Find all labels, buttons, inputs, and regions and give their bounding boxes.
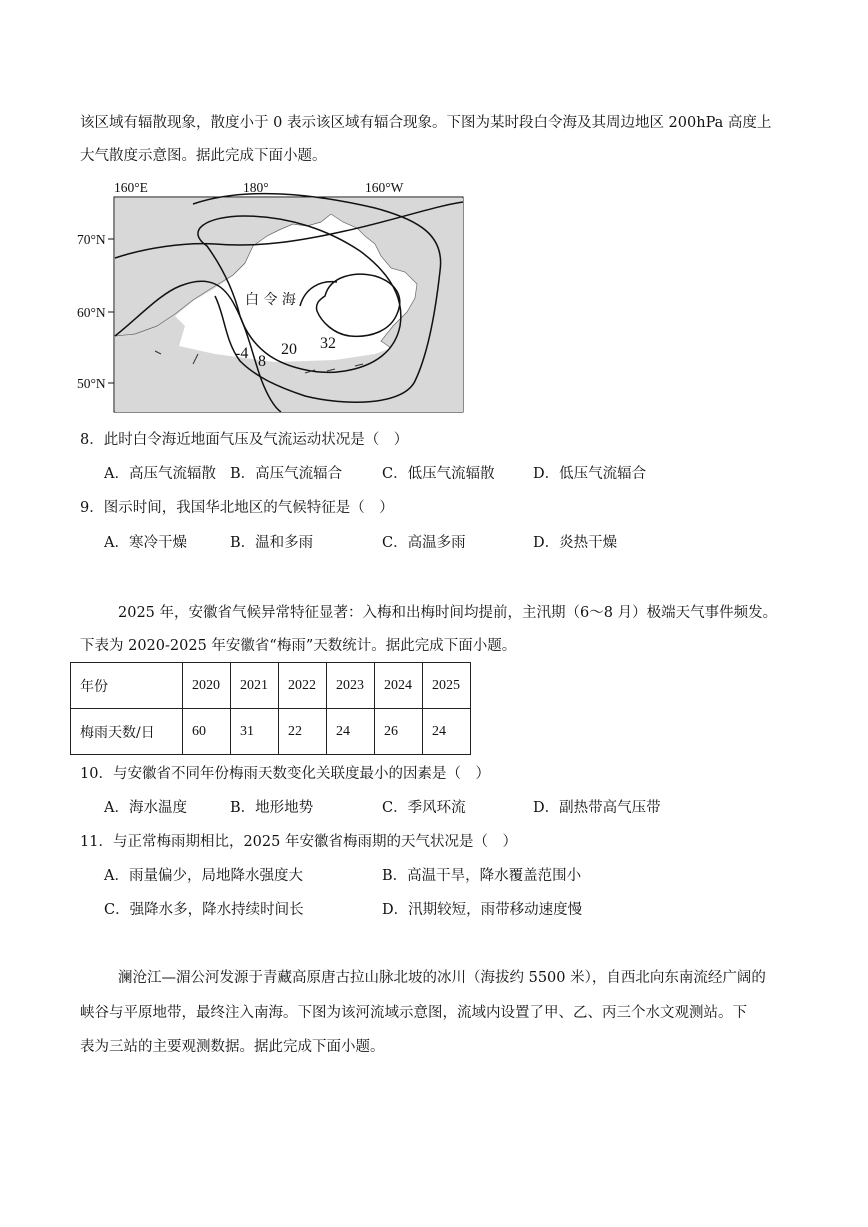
isoline-label-8: 8 — [258, 353, 266, 370]
intro1-line2: 大气散度示意图。据此完成下面小题。 — [80, 148, 327, 164]
q8-option-b[interactable]: B．高压气流辐合 — [230, 466, 343, 482]
table-cell-year: 2020 — [183, 663, 231, 709]
label-60n: 60°N — [77, 305, 106, 320]
intro3-line3: 表为三站的主要观测数据。据此完成下面小题。 — [80, 1039, 385, 1055]
q10-option-b[interactable]: B．地形地势 — [230, 800, 314, 816]
q11-option-a[interactable]: A．雨量偏少，局地降水强度大 — [104, 868, 303, 884]
q11-option-d[interactable]: D．汛期较短，雨带移动速度慢 — [382, 902, 583, 918]
q9-option-d[interactable]: D．炎热干燥 — [533, 535, 618, 551]
isoline-label-20: 20 — [281, 341, 297, 358]
q10-option-a[interactable]: A．海水温度 — [104, 800, 187, 816]
isoline-label-minus4: -4 — [235, 345, 249, 362]
intro1-line1: 该区域有辐散现象，散度小于 0 表示该区域有辐合现象。下图为某时段白令海及其周边地区 200hPa 高度上 — [80, 115, 772, 131]
q10-stem: 10．与安徽省不同年份梅雨天数变化关联度最小的因素是（ ） — [80, 766, 490, 782]
table-cell-year: 2022 — [279, 663, 327, 709]
q9-option-c[interactable]: C．高温多雨 — [382, 535, 466, 551]
meiyu-days-table — [70, 662, 471, 755]
table-cell-days: 22 — [279, 709, 327, 755]
table-row-years — [71, 663, 471, 709]
table-cell-days: 24 — [423, 709, 471, 755]
table-cell-days: 31 — [231, 709, 279, 755]
q11-option-b[interactable]: B．高温干旱，降水覆盖范围小 — [382, 868, 582, 884]
table-row-days — [71, 709, 471, 755]
intro2-line1: 2025 年，安徽省气候异常特征显著：入梅和出梅时间均提前，主汛期（6～8 月）极端天气事件频发。 — [118, 605, 778, 621]
table-cell-year: 2024 — [375, 663, 423, 709]
table-cell-days: 60 — [183, 709, 231, 755]
bering-sea-divergence-map — [75, 176, 475, 416]
q8-option-a[interactable]: A．高压气流辐散 — [104, 466, 216, 482]
table-cell-year: 2025 — [423, 663, 471, 709]
q11-option-c[interactable]: C．强降水多，降水持续时间长 — [104, 902, 304, 918]
table-header-year: 年份 — [71, 663, 183, 709]
label-50n: 50°N — [77, 376, 106, 391]
q8-stem: 8．此时白令海近地面气压及气流运动状况是（ ） — [80, 432, 409, 448]
label-160w: 160°W — [365, 180, 404, 195]
label-180: 180° — [243, 180, 269, 195]
table-cell-year: 2023 — [327, 663, 375, 709]
q9-stem: 9．图示时间，我国华北地区的气候特征是（ ） — [80, 500, 394, 516]
axis-ticks — [108, 239, 114, 383]
table-cell-days: 26 — [375, 709, 423, 755]
q10-option-c[interactable]: C．季风环流 — [382, 800, 466, 816]
table-cell-days: 24 — [327, 709, 375, 755]
q9-option-a[interactable]: A．寒冷干燥 — [104, 535, 187, 551]
intro2-line2: 下表为 2020-2025 年安徽省“梅雨”天数统计。据此完成下面小题。 — [80, 638, 517, 654]
label-70n: 70°N — [77, 232, 106, 247]
label-160e: 160°E — [114, 180, 148, 195]
q11-stem: 11．与正常梅雨期相比，2025 年安徽省梅雨期的天气状况是（ ） — [80, 834, 517, 850]
table-cell-year: 2021 — [231, 663, 279, 709]
sea-name-label: 白 令 海 — [245, 292, 296, 308]
q9-option-b[interactable]: B．温和多雨 — [230, 535, 314, 551]
table-header-days: 梅雨天数/日 — [71, 709, 183, 755]
intro3-line2: 峡谷与平原地带，最终注入南海。下图为该河流域示意图，流域内设置了甲、乙、丙三个水文观测站。下 — [80, 1005, 747, 1021]
intro3-line1: 澜沧江—湄公河发源于青藏高原唐古拉山脉北坡的冰川（海拔约 5500 米），自西北向东南流经广阔的 — [118, 970, 766, 986]
q10-option-d[interactable]: D．副热带高气压带 — [533, 800, 661, 816]
q8-option-d[interactable]: D．低压气流辐合 — [533, 466, 647, 482]
isoline-label-32: 32 — [320, 335, 336, 352]
q8-option-c[interactable]: C．低压气流辐散 — [382, 466, 495, 482]
